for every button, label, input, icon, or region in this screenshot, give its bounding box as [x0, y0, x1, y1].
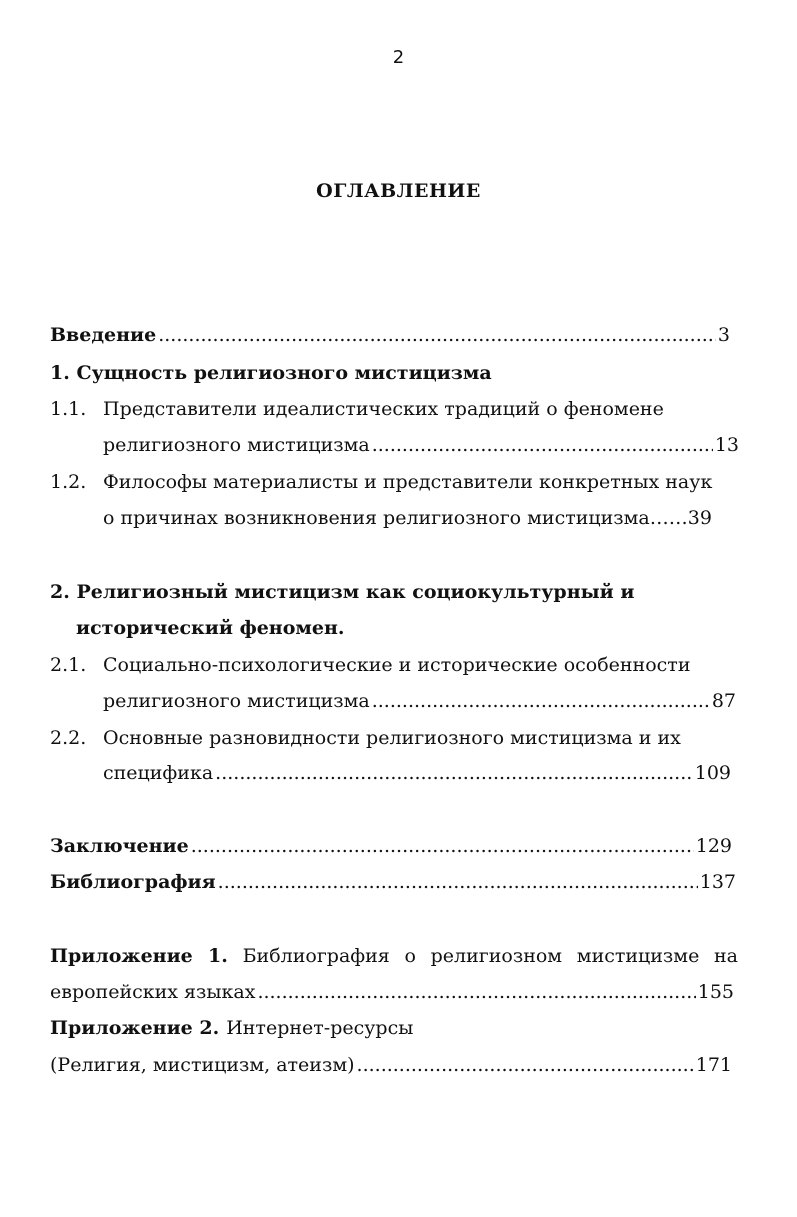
dot-leader	[372, 434, 713, 456]
toc-entry-label: Заключение	[50, 835, 189, 857]
toc-entry-2-2-line1[interactable]	[50, 727, 681, 757]
dot-leader	[215, 762, 693, 784]
section-title-cont: специфика	[103, 762, 214, 784]
toc-entry-label: Введение	[50, 324, 157, 346]
toc-entry-1-2-line2[interactable]	[103, 507, 712, 537]
toc-entry-page: 155	[697, 981, 734, 1003]
section-number: 2.2.	[50, 727, 87, 749]
section-number: 1.2.	[50, 471, 87, 493]
toc-entry-page: 137	[699, 871, 736, 893]
dot-leader	[191, 835, 694, 857]
dot-leader	[257, 981, 695, 1003]
toc-entry-2-1-line2[interactable]	[103, 690, 736, 720]
section-title: Философы материалисты и представители конкретных наук	[103, 471, 713, 493]
toc-entry-conclusion[interactable]	[50, 835, 732, 865]
section-number: 2.1.	[50, 654, 87, 676]
section-title-cont: религиозного мистицизма	[103, 434, 370, 456]
toc-entry-1-1-line2[interactable]	[103, 434, 739, 464]
toc-entry-appendix-1-line1[interactable]	[50, 945, 738, 967]
appendix-title: Интернет-ресурсы	[226, 1017, 414, 1039]
dot-leader	[372, 690, 710, 712]
toc-entry-page: 39	[687, 507, 712, 529]
appendix-title: Библиография о религиозном мистицизме на	[242, 945, 739, 967]
appendix-title-cont: европейских языках	[50, 981, 256, 1003]
toc-entry-page: 3	[717, 324, 730, 346]
toc-entry-label: Библиография	[50, 871, 216, 893]
toc-entry-appendix-2-line1[interactable]	[50, 1017, 413, 1047]
toc-entry-appendix-1-line2[interactable]	[50, 981, 734, 1011]
toc-entry-2-1-line1[interactable]	[50, 654, 690, 684]
chapter-1-title: 1. Сущность религиозного мистицизма	[50, 362, 492, 384]
toc-entry-page: 13	[714, 434, 739, 456]
page-number: 2	[392, 47, 405, 68]
toc-entry-page: 109	[694, 762, 731, 784]
toc-entry-page: 171	[695, 1054, 732, 1076]
toc-entry-intro[interactable]	[50, 324, 730, 354]
toc-entry-2-2-line2[interactable]	[103, 762, 731, 792]
section-title: Представители идеалистических традиций о феномене	[103, 398, 664, 420]
toc-entry-1-2-line1[interactable]	[50, 471, 712, 501]
appendix-title-cont: (Религия, мистицизм, атеизм)	[50, 1054, 355, 1076]
section-title-cont: о причинах возникновения религиозного мистицизма	[103, 507, 650, 529]
toc-title: ОГЛАВЛЕНИЕ	[316, 180, 481, 202]
toc-entry-page: 129	[695, 835, 732, 857]
dot-leader	[218, 871, 698, 893]
toc-entry-1-1-line1[interactable]	[50, 398, 664, 428]
section-title: Социально-психологические и исторические особенности	[103, 654, 691, 676]
toc-entry-bibliography[interactable]	[50, 871, 736, 901]
toc-entry-page: 87	[711, 690, 736, 712]
chapter-2-title-line1: 2. Религиозный мистицизм как социокультурный и	[50, 581, 635, 603]
section-title: Основные разновидности религиозного мистицизма и их	[103, 727, 681, 749]
appendix-label: Приложение 1.	[50, 945, 228, 967]
appendix-label: Приложение 2.	[50, 1017, 220, 1039]
section-number: 1.1.	[50, 398, 87, 420]
toc-entry-appendix-2-line2[interactable]	[50, 1054, 732, 1084]
chapter-2-title-line2: исторический феномен.	[76, 617, 345, 639]
dot-leader	[158, 324, 716, 346]
dot-leader: ……	[649, 507, 688, 529]
dot-leader	[357, 1054, 694, 1076]
section-title-cont: религиозного мистицизма	[103, 690, 370, 712]
